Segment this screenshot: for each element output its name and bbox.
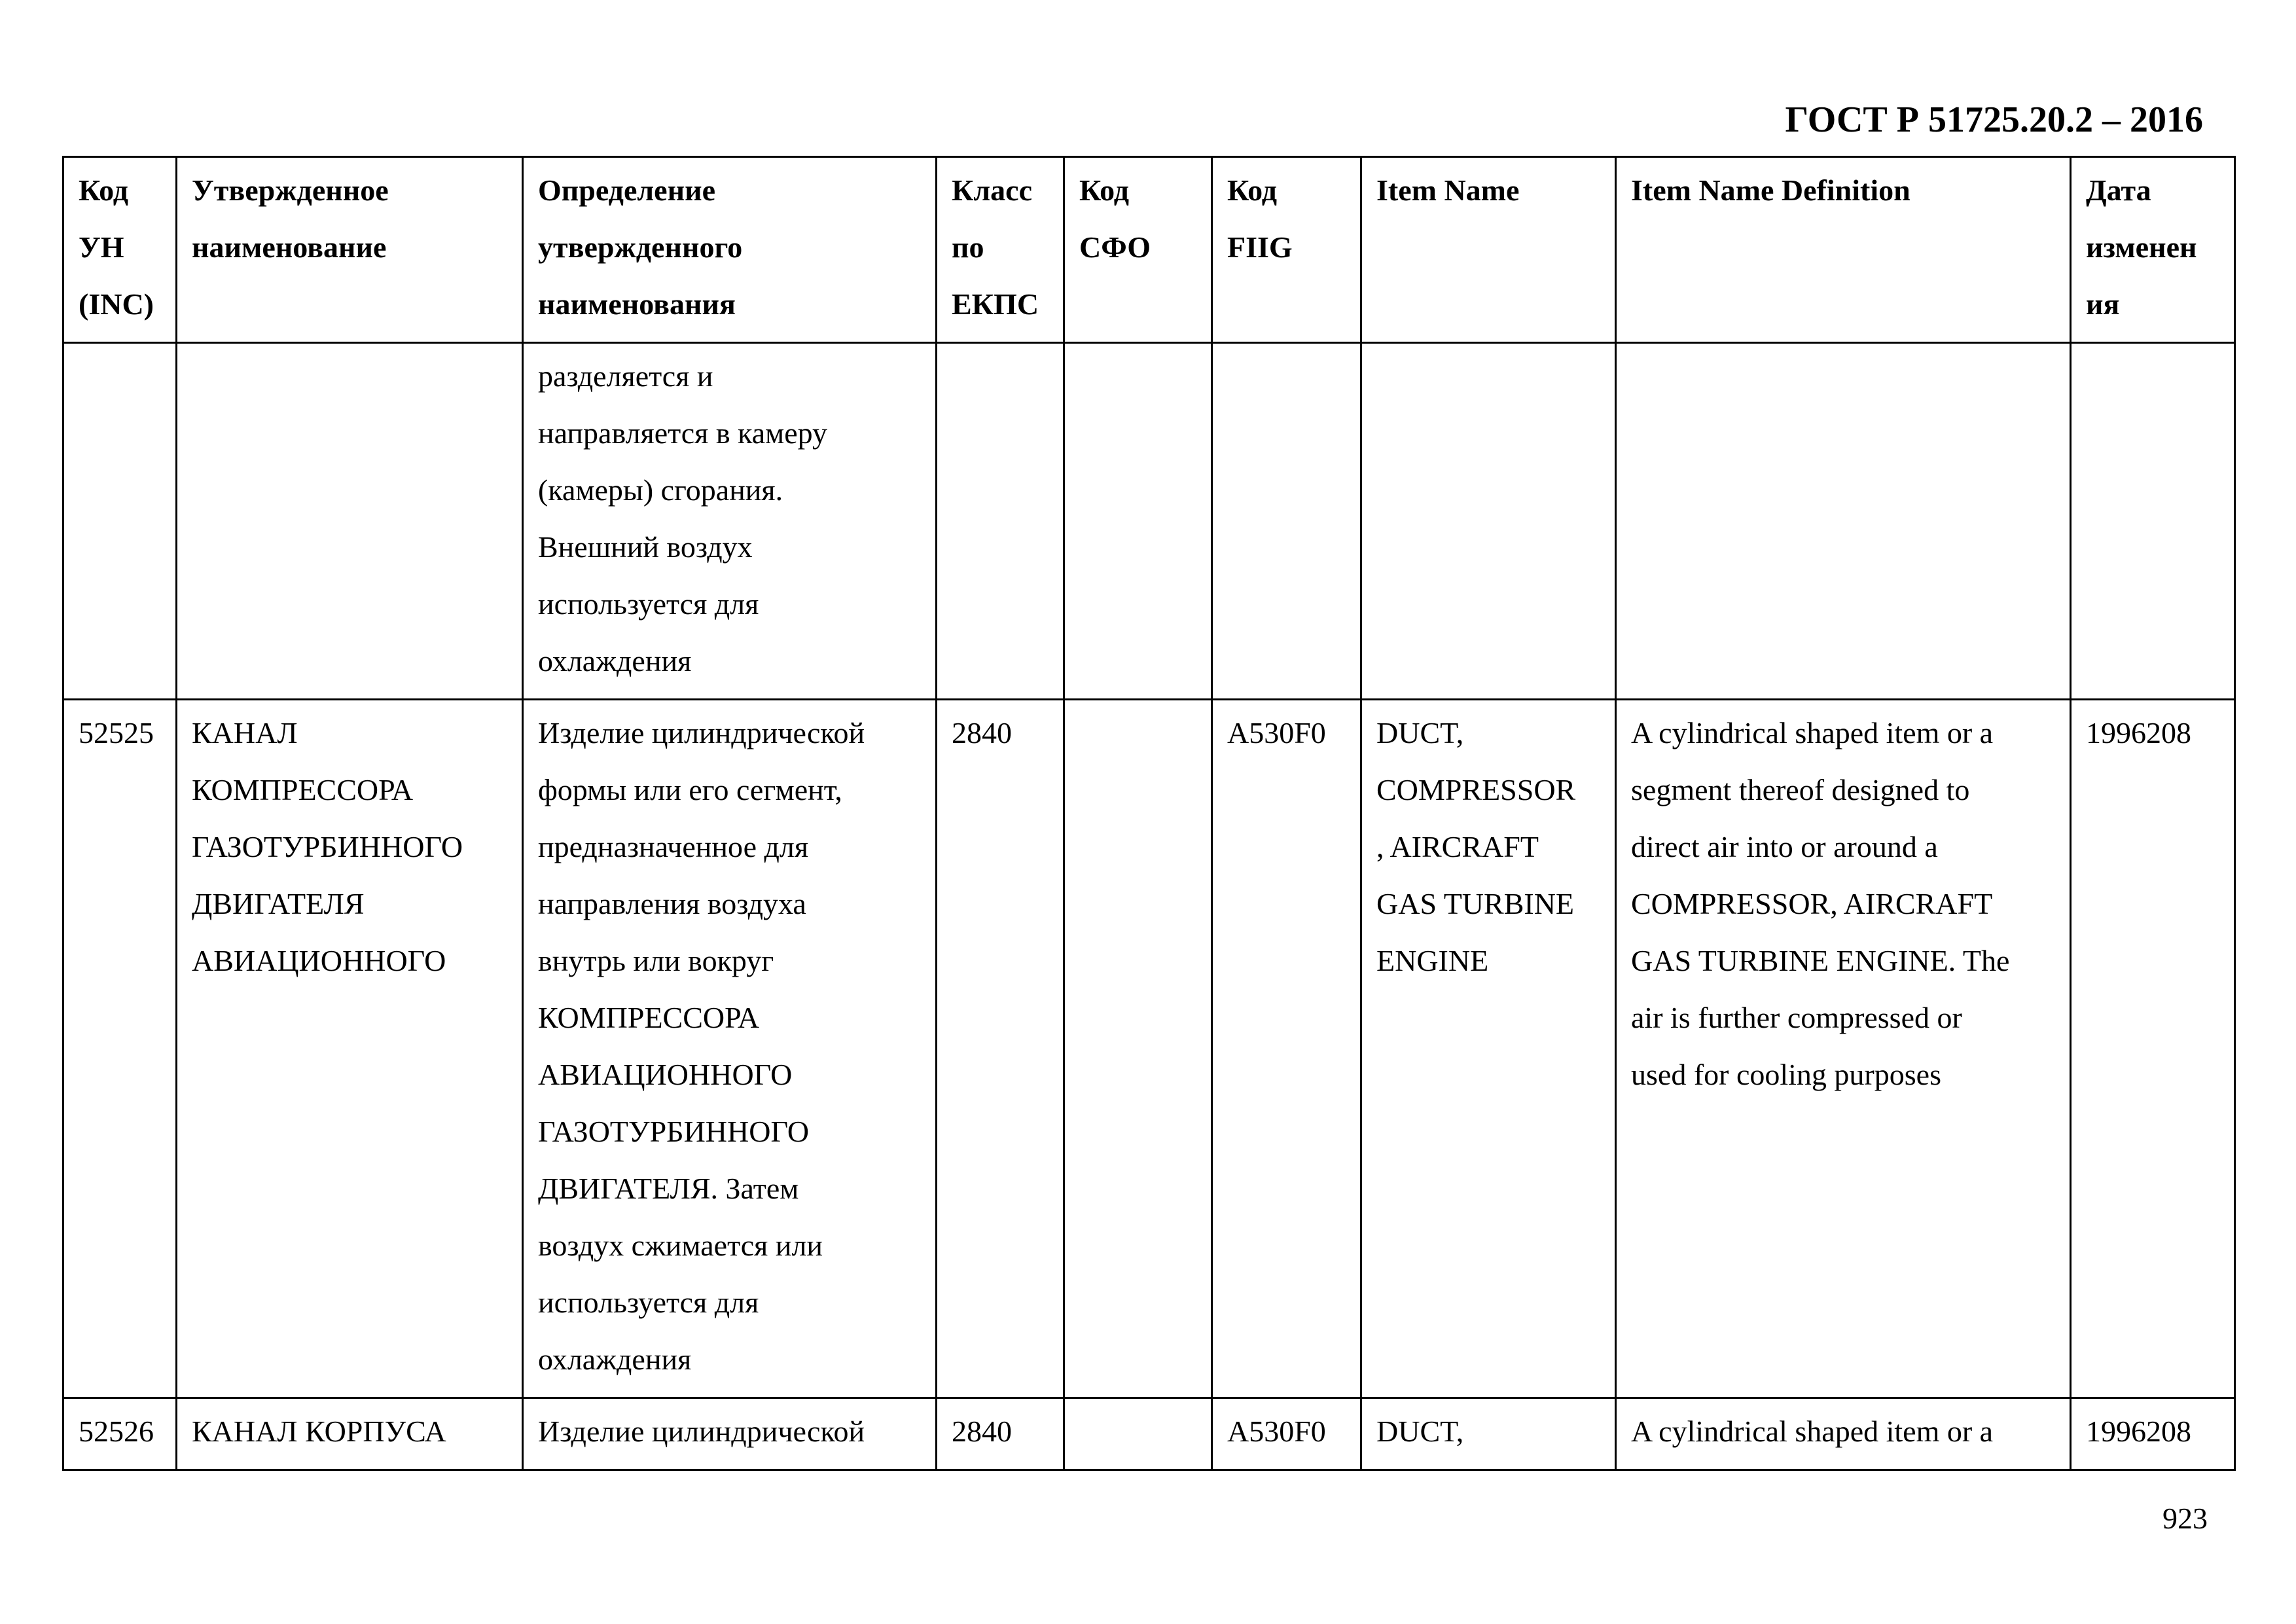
cell-definition: Изделие цилиндрической формы или его сегмент, предназначенное для направления воздуха внутрь или вокруг КОМПРЕССОРА АВИАЦИОННОГО ГАЗОТУРБИННОГО ДВИГАТЕЛЯ. Затем воздух сжимается или используется для охлаждения [523,700,937,1398]
column-header-inc: Код УН (INC) [63,157,177,343]
cell-definition: разделяется и направляется в камеру (камеры) сгорания. Внешний воздух используется для охлаждения [523,343,937,700]
column-header-item-name: Item Name [1361,157,1616,343]
cell-item-name-definition: A cylindrical shaped item or a [1616,1398,2071,1470]
column-header-definition: Определение утвержденного наименования [523,157,937,343]
cell-definition: Изделие цилиндрической [523,1398,937,1470]
cell-change-date: 1996208 [2071,1398,2235,1470]
cell-class: 2840 [937,1398,1064,1470]
cell-class [937,343,1064,700]
cell-sfo [1064,1398,1212,1470]
classification-table [62,156,2236,1471]
column-header-sfo: Код СФО [1064,157,1212,343]
cell-inc: 52526 [63,1398,177,1470]
cell-inc [63,343,177,700]
cell-fiig [1212,343,1361,700]
cell-item-name [1361,343,1616,700]
document-code: ГОСТ Р 51725.20.2 – 2016 [1785,99,2203,140]
column-header-item-name-definition: Item Name Definition [1616,157,2071,343]
column-header-change-date: Дата изменен ия [2071,157,2235,343]
cell-inc: 52525 [63,700,177,1398]
column-header-class: Класс по ЕКПС [937,157,1064,343]
cell-change-date: 1996208 [2071,700,2235,1398]
table-row [63,343,2235,700]
cell-sfo [1064,343,1212,700]
cell-approved-name: КАНАЛ КОРПУСА [177,1398,523,1470]
cell-sfo [1064,700,1212,1398]
column-header-fiig: Код FIIG [1212,157,1361,343]
table-row [63,700,2235,1398]
cell-fiig: A530F0 [1212,1398,1361,1470]
table-row [63,1398,2235,1470]
cell-class: 2840 [937,700,1064,1398]
cell-item-name: DUCT, COMPRESSOR , AIRCRAFT GAS TURBINE ENGINE [1361,700,1616,1398]
cell-approved-name [177,343,523,700]
column-header-approved-name: Утвержденное наименование [177,157,523,343]
page-number: 923 [2162,1502,2208,1535]
cell-change-date [2071,343,2235,700]
header-row [63,157,2235,343]
cell-item-name-definition: A cylindrical shaped item or a segment thereof designed to direct air into or around a COMPRESSOR, AIRCRAFT GAS TURBINE ENGINE. The air is further compressed or used for cooling purposes [1616,700,2071,1398]
cell-fiig: A530F0 [1212,700,1361,1398]
cell-item-name-definition [1616,343,2071,700]
cell-approved-name: КАНАЛ КОМПРЕССОРА ГАЗОТУРБИННОГО ДВИГАТЕЛЯ АВИАЦИОННОГО [177,700,523,1398]
cell-item-name: DUCT, [1361,1398,1616,1470]
